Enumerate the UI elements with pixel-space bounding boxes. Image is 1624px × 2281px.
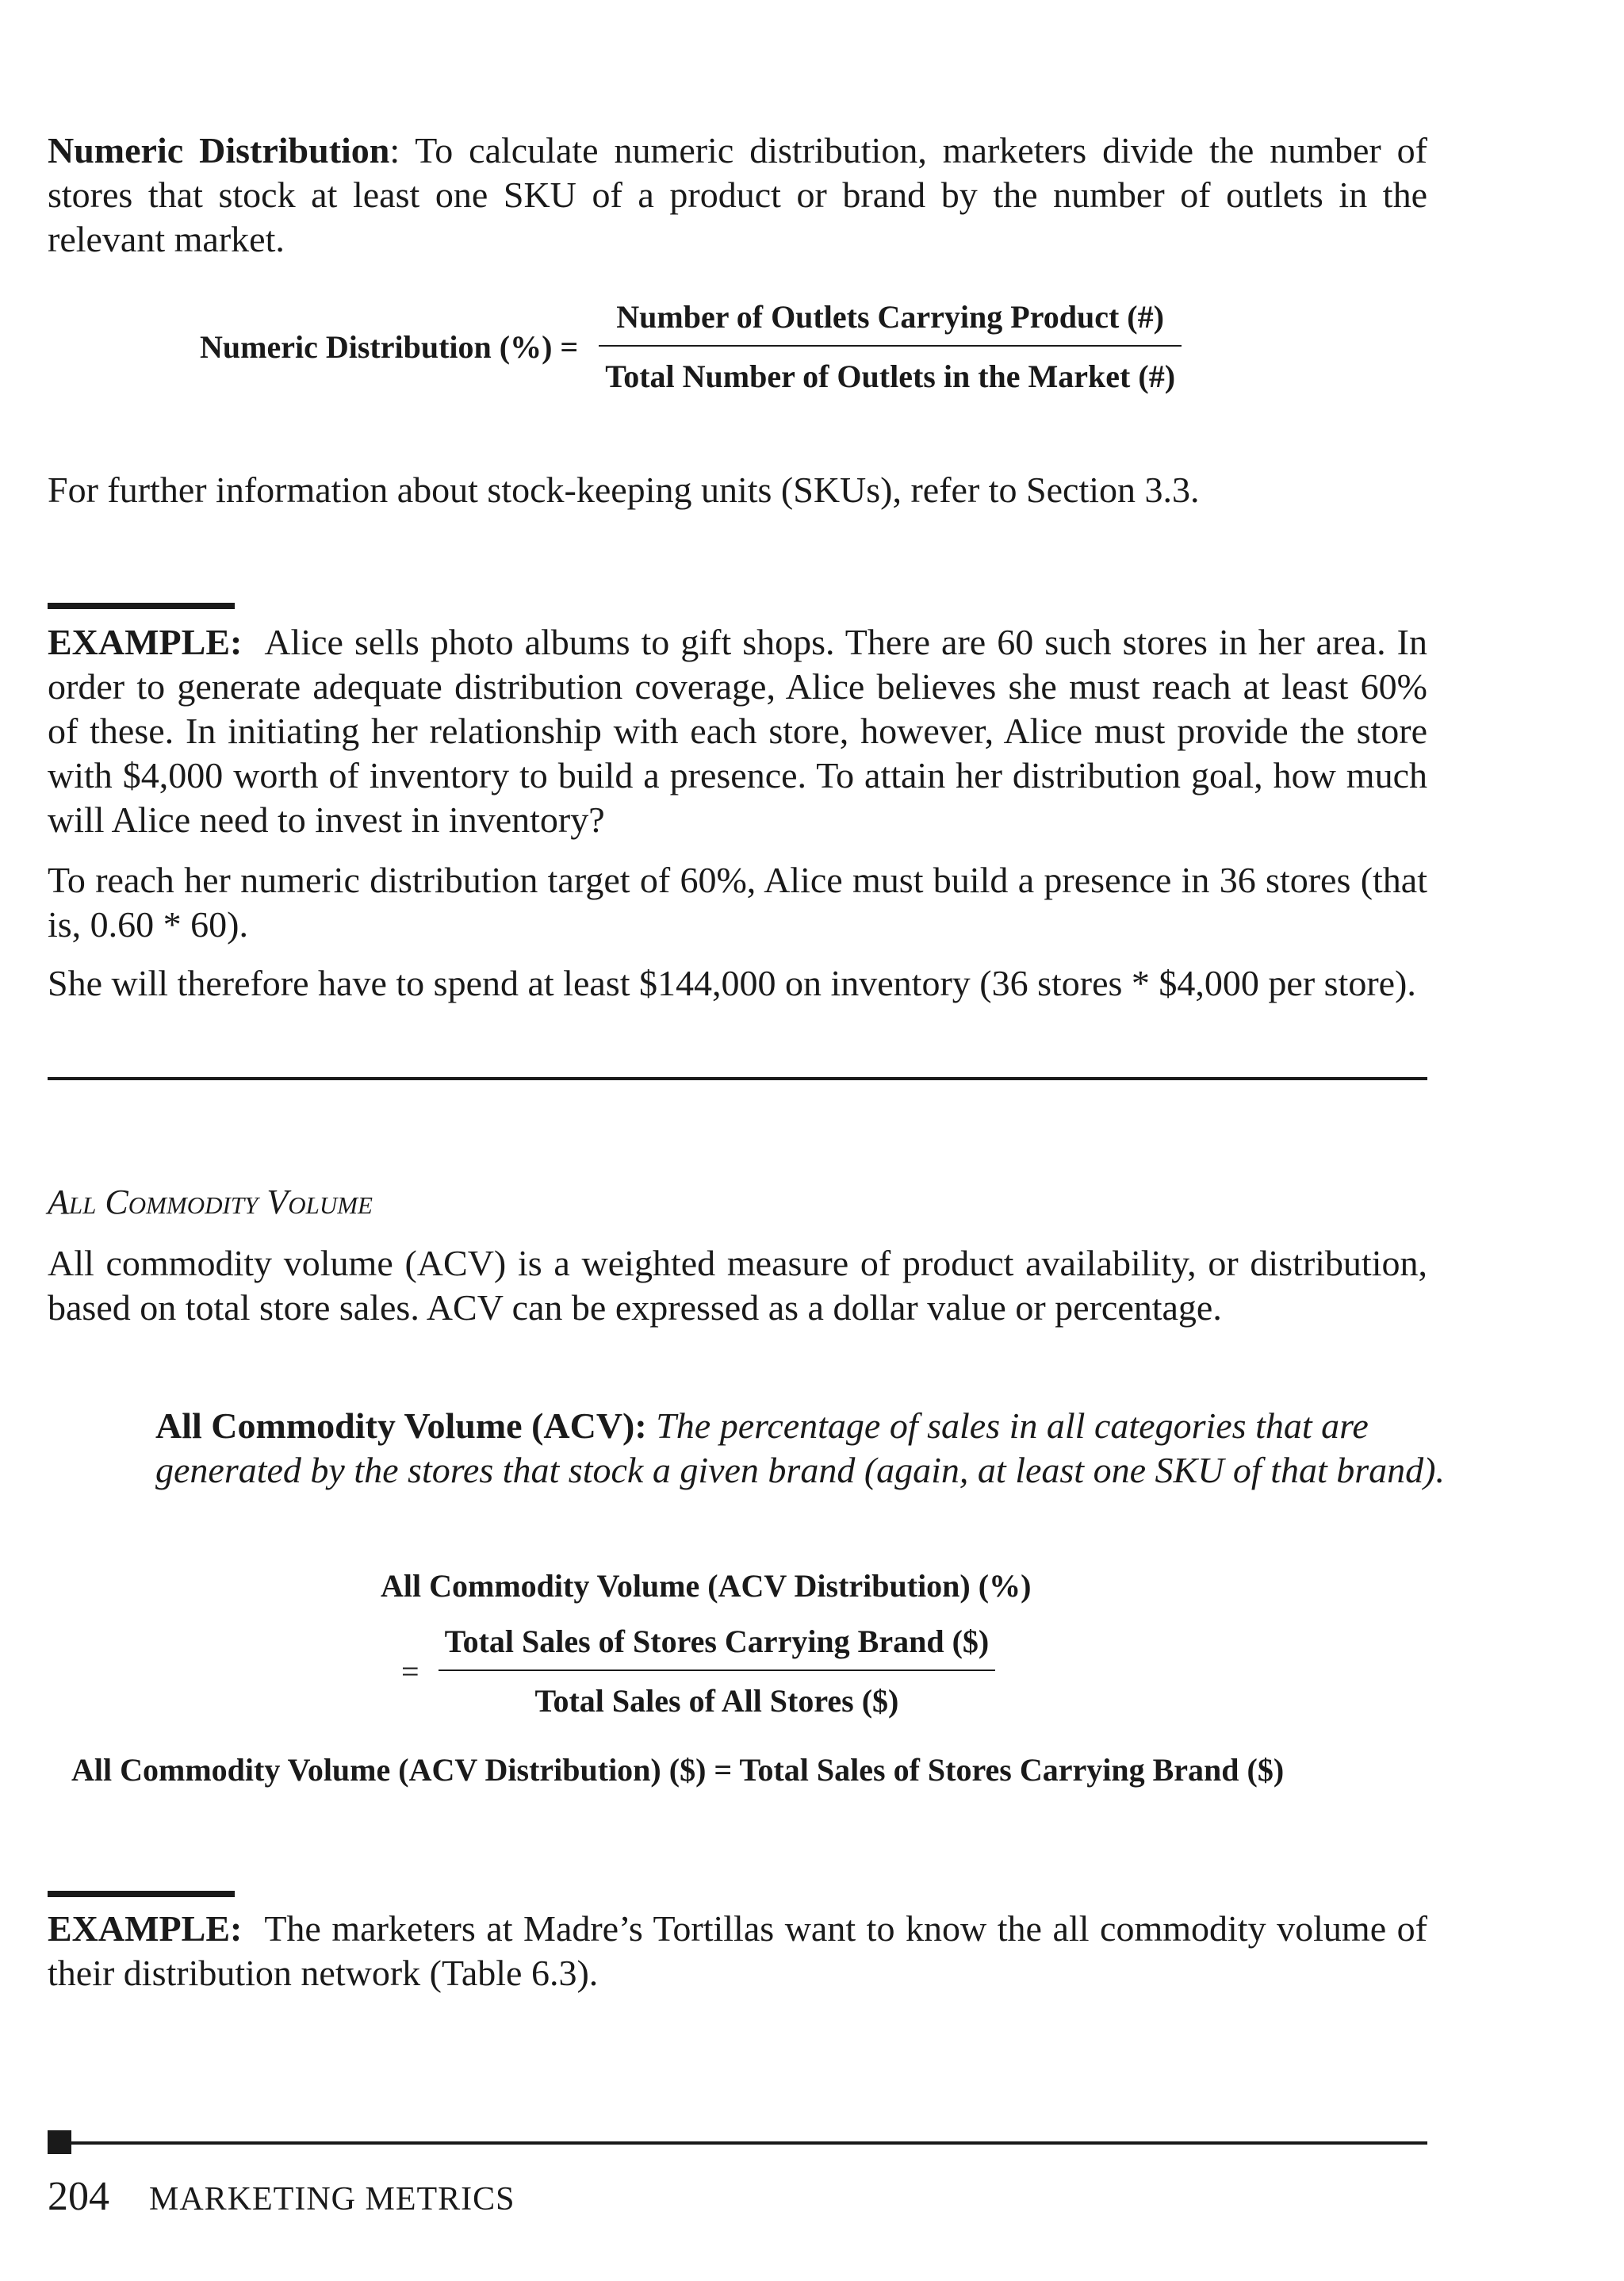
numeric-distribution-formula (200, 298, 1310, 395)
example-bottom-rule (48, 1077, 1427, 1080)
acv-dollar-formula: All Commodity Volume (ACV Distribution) ($) = Total Sales of Stores Carrying Brand ($) (71, 1752, 1285, 1788)
acv-formula-numerator: Total Sales of Stores Carrying Brand ($) (439, 1623, 996, 1671)
formula-denominator: Total Number of Outlets in the Market (#) (605, 358, 1176, 394)
formula-numerator: Number of Outlets Carrying Product (#) (599, 298, 1182, 347)
formula-fraction (599, 298, 1182, 395)
acv-definition (155, 1404, 1456, 1493)
acv-formula-fraction (439, 1623, 996, 1719)
example2-label: EXAMPLE: (48, 1908, 243, 1949)
acv-definition-text: The percentage of sales in all categories that are generated by the stores that stock a given brand (again, at least one SKU of that brand). (155, 1405, 1445, 1490)
acv-formula-fraction-row (401, 1623, 995, 1719)
further-info-paragraph: For further information about stock-keeping units (SKUs), refer to Section 3.3. (48, 470, 1200, 510)
example1-paragraph-3: She will therefore have to spend at least $144,000 on inventory (36 stores * $4,000 per store). (48, 963, 1416, 1003)
formula-lhs: Numeric Distribution (%) = (200, 328, 579, 365)
example2-top-rule (48, 1891, 235, 1897)
example1-label: EXAMPLE: (48, 622, 243, 662)
numeric-distribution-text: : To calculate numeric distribution, marketers divide the number of stores that stock at least one SKU of a product or brand by the number of outlets in the relevant market. (48, 130, 1427, 259)
footer (48, 2173, 515, 2220)
example1-paragraph-2: To reach her numeric distribution target of 60%, Alice must build a presence in 36 stores (that is, 0.60 * 60). (48, 860, 1427, 945)
acv-formula-denominator: Total Sales of All Stores ($) (534, 1683, 899, 1719)
numeric-distribution-term: Numeric Distribution (48, 130, 390, 171)
acv-formula-title: All Commodity Volume (ACV Distribution) (%) (381, 1568, 1032, 1604)
example-top-rule (48, 603, 235, 609)
example2-text: The marketers at Madre’s Tortillas want to know the all commodity volume of their distribution network (Table 6.3). (48, 1908, 1427, 1993)
acv-intro-paragraph: All commodity volume (ACV) is a weighted measure of product availability, or distribution, based on total store sales. ACV can be expressed as a dollar value or percentage. (48, 1243, 1427, 1328)
example1-paragraph (48, 620, 1427, 842)
acv-definition-term: All Commodity Volume (ACV): (155, 1405, 647, 1446)
numeric-distribution-paragraph (48, 128, 1427, 262)
book-title: MARKETING METRICS (149, 2181, 515, 2218)
page-number: 204 (48, 2174, 109, 2219)
footer-rule (48, 2141, 1427, 2145)
acv-formula-eq: = (401, 1653, 419, 1689)
acv-heading: All Commodity Volume (48, 1183, 373, 1221)
example2-paragraph (48, 1907, 1427, 1995)
example1-text: Alice sells photo albums to gift shops. There are 60 such stores in her area. In order to generate adequate distribution coverage, Alice believes she must reach at least 60% of these. In initiating her relationship with each store, however, Alice must provide the store with $4,000 worth of inventory to build a presence. To attain her distribution goal, how much will Alice need to invest in inventory? (48, 622, 1427, 840)
